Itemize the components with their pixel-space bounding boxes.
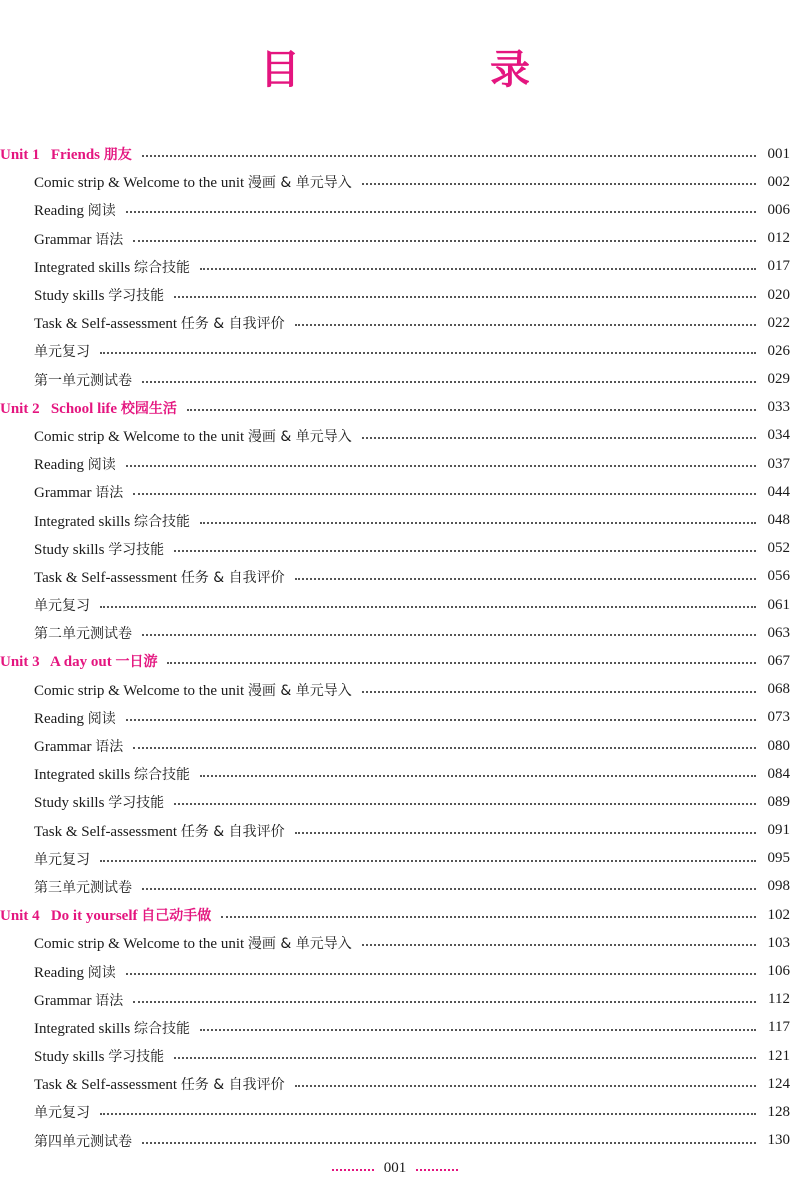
item-label: Integrated skills 综合技能 [34,1020,190,1037]
page-number: 002 [767,173,790,190]
dot-leader [133,747,756,749]
dot-leader [200,775,756,777]
toc-item[interactable] [0,309,790,337]
dot-leader [142,1142,756,1144]
item-label: Comic strip & Welcome to the unit 漫画 & 单元导入 [34,682,352,699]
item-label: Task & Self-assessment 任务 & 自我评价 [34,823,285,840]
unit-label: Unit 4 Do it yourself 自己动手做 [0,908,212,925]
dot-leader [362,944,756,946]
toc-item[interactable] [0,845,790,873]
item-label: 单元复习 [34,851,90,868]
toc-item[interactable] [0,366,790,394]
page-number: 098 [767,878,790,895]
page-number: 080 [767,737,790,754]
item-label: Grammar 语法 [34,992,124,1009]
page-number: 017 [767,258,790,275]
dot-leader [126,211,756,213]
item-label: 第二单元测试卷 [34,626,132,643]
item-label: Comic strip & Welcome to the unit 漫画 & 单元导入 [34,936,352,953]
page-number: 056 [767,568,790,585]
footer-page-number: 001 [383,1160,407,1176]
item-label: 第四单元测试卷 [34,1133,132,1150]
item-label: Task & Self-assessment 任务 & 自我评价 [34,316,285,333]
dot-leader [100,352,756,354]
dot-leader [100,1113,756,1115]
toc-item[interactable] [0,676,790,704]
item-label: Study skills 学习技能 [34,1049,165,1066]
toc-item[interactable] [0,337,790,365]
dot-leader [174,296,756,298]
toc-item[interactable] [0,873,790,901]
toc-item[interactable] [0,732,790,760]
toc-item[interactable] [0,1070,790,1098]
dot-leader [174,803,756,805]
item-label: Integrated skills 综合技能 [34,259,190,276]
page-number: 117 [768,1019,790,1036]
page-number: 103 [767,934,790,951]
unit-label: Unit 3 A day out 一日游 [0,654,158,671]
page-number: 073 [767,709,790,726]
toc-item[interactable] [0,929,790,957]
item-label: Grammar 语法 [34,739,124,756]
dot-leader [295,1085,756,1087]
dot-leader [126,719,756,721]
page-number: 037 [767,455,790,472]
dot-leader [100,860,756,862]
page-number: 033 [767,399,790,416]
toc-item[interactable] [0,422,790,450]
toc-item[interactable] [0,760,790,788]
dot-leader [200,1029,756,1031]
toc-item[interactable] [0,788,790,816]
toc-item[interactable] [0,450,790,478]
page-number: 091 [767,822,790,839]
page-number: 020 [767,286,790,303]
table-of-contents [0,140,790,1155]
item-label: 单元复习 [34,1105,90,1122]
page-number: 095 [767,850,790,867]
page-number: 124 [767,1075,790,1092]
toc-item[interactable] [0,1127,790,1155]
page-number: 102 [767,906,790,923]
dot-leader [362,437,756,439]
item-label: 第三单元测试卷 [34,879,132,896]
footer-dots-left [332,1169,374,1171]
toc-item[interactable] [0,253,790,281]
item-label: Task & Self-assessment 任务 & 自我评价 [34,569,285,586]
item-label: 第一单元测试卷 [34,372,132,389]
page-number: 106 [767,963,790,980]
unit-label: Unit 1 Friends 朋友 [0,147,132,164]
dot-leader [133,240,756,242]
dot-leader [142,381,756,383]
toc-unit-4[interactable] [0,901,790,929]
item-label: Grammar 语法 [34,485,124,502]
toc-item[interactable] [0,957,790,985]
dot-leader [295,324,756,326]
dot-leader [200,268,756,270]
toc-item[interactable] [0,1042,790,1070]
toc-item[interactable] [0,478,790,506]
item-label: Study skills 学习技能 [34,541,165,558]
dot-leader [295,832,756,834]
page-number: 048 [767,512,790,529]
page-number: 063 [767,624,790,641]
page-number: 130 [767,1132,790,1149]
toc-item[interactable] [0,196,790,224]
page-number: 112 [768,991,790,1008]
dot-leader [174,1057,756,1059]
item-label: Integrated skills 综合技能 [34,767,190,784]
toc-unit-2[interactable] [0,394,790,422]
toc-unit-1[interactable] [0,140,790,168]
dot-leader [221,916,756,918]
toc-item[interactable] [0,168,790,196]
dot-leader [200,522,756,524]
item-label: Reading 阅读 [34,203,116,220]
item-label: 单元复习 [34,598,90,615]
page-number: 012 [767,230,790,247]
page-number: 034 [767,427,790,444]
dot-leader [142,888,756,890]
dot-leader [362,691,756,693]
toc-item[interactable] [0,591,790,619]
footer-dots-right [416,1169,458,1171]
page-number: 128 [767,1103,790,1120]
dot-leader [295,578,756,580]
page-number: 084 [767,765,790,782]
toc-item[interactable] [0,563,790,591]
dot-leader [126,973,756,975]
page-number: 089 [767,793,790,810]
item-label: Reading 阅读 [34,964,116,981]
toc-unit-3[interactable] [0,647,790,675]
dot-leader [187,409,756,411]
toc-item[interactable] [0,986,790,1014]
page-number: 044 [767,483,790,500]
dot-leader [142,634,756,636]
toc-item[interactable] [0,619,790,647]
page-number: 001 [767,145,790,162]
toc-item[interactable] [0,1014,790,1042]
page-number: 121 [767,1047,790,1064]
page-footer [0,1160,790,1177]
item-label: Task & Self-assessment 任务 & 自我评价 [34,1077,285,1094]
dot-leader [142,155,756,157]
page-title: 目 录 [260,47,618,93]
item-label: Comic strip & Welcome to the unit 漫画 & 单元导入 [34,175,352,192]
toc-item[interactable] [0,817,790,845]
dot-leader [100,606,756,608]
page-number: 026 [767,342,790,359]
item-label: Reading 阅读 [34,457,116,474]
dot-leader [126,465,756,467]
toc-item[interactable] [0,535,790,563]
toc-item[interactable] [0,281,790,309]
page-number: 068 [767,681,790,698]
page-number: 006 [767,201,790,218]
dot-leader [174,550,756,552]
item-label: Study skills 学习技能 [34,795,165,812]
dot-leader [362,183,756,185]
item-label: Integrated skills 综合技能 [34,513,190,530]
unit-label: Unit 2 School life 校园生活 [0,400,177,417]
item-label: Grammar 语法 [34,231,124,248]
page-number: 029 [767,371,790,388]
dot-leader [133,1001,756,1003]
item-label: Reading 阅读 [34,710,116,727]
dot-leader [167,662,756,664]
page-number: 052 [767,540,790,557]
toc-item[interactable] [0,704,790,732]
page-number: 061 [767,596,790,613]
item-label: Study skills 学习技能 [34,288,165,305]
toc-item[interactable] [0,506,790,534]
toc-item[interactable] [0,225,790,253]
dot-leader [133,493,756,495]
page-number: 022 [767,314,790,331]
toc-item[interactable] [0,1098,790,1126]
item-label: Comic strip & Welcome to the unit 漫画 & 单元导入 [34,428,352,445]
page-number: 067 [767,652,790,669]
item-label: 单元复习 [34,344,90,361]
